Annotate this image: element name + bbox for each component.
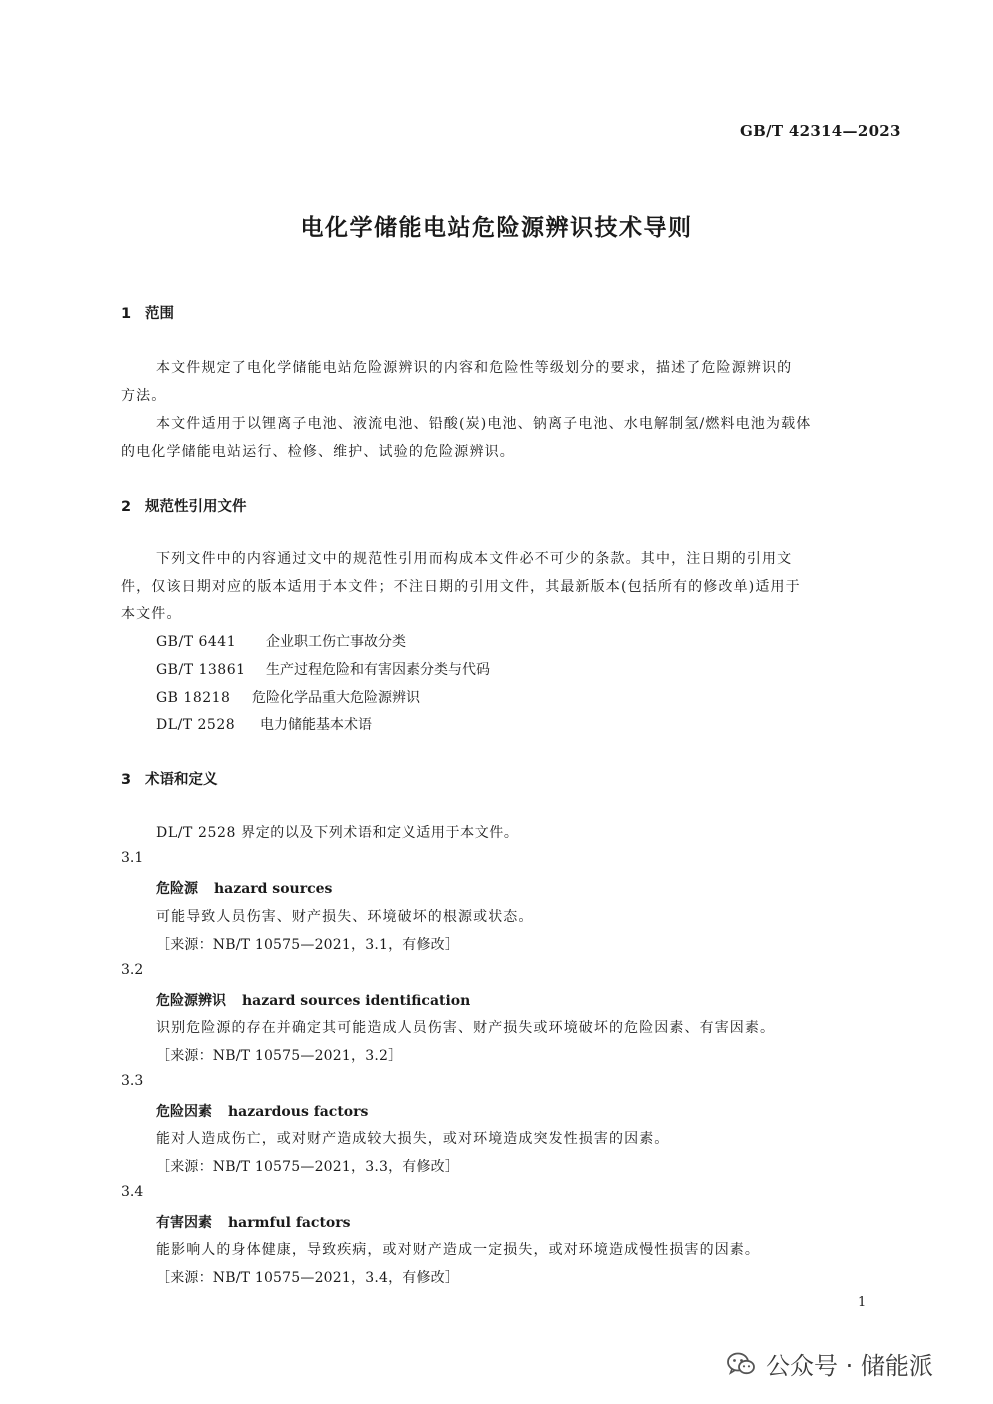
section-title: 范围: [145, 306, 174, 322]
reference-code: GB/T 13861: [156, 662, 246, 678]
reference-item: [156, 714, 372, 734]
term-number: 3.1: [121, 850, 144, 866]
term-number: 3.4: [121, 1184, 144, 1200]
wechat-icon: [726, 1351, 756, 1377]
term-number: 3.3: [121, 1073, 144, 1089]
term-definition: 识别危险源的存在并确定其可能造成人员伤害、财产损失或环境破坏的危险因素、有害因素。: [156, 1020, 776, 1036]
term-definition: 可能导致人员伤害、财产损失、环境破坏的根源或状态。: [156, 909, 534, 925]
normative-paragraph-line: 本文件。: [121, 606, 182, 622]
scope-paragraph-line: 本文件规定了电化学储能电站危险源辨识的内容和危险性等级划分的要求，描述了危险源辨识的: [156, 360, 793, 376]
term-heading: [156, 1101, 368, 1121]
term-source: ［来源：NB/T 10575—2021，3.1，有修改］: [156, 937, 460, 953]
term-zh: 危险源辨识: [156, 993, 226, 1009]
reference-code: DL/T 2528: [156, 717, 236, 733]
section-heading-scope: [121, 302, 174, 323]
reference-name: 生产过程危险和有害因素分类与代码: [266, 662, 490, 678]
reference-name: 企业职工伤亡事故分类: [266, 634, 406, 650]
term-heading: [156, 990, 470, 1010]
section-number: 3: [121, 772, 132, 788]
term-source: ［来源：NB/T 10575—2021，3.4，有修改］: [156, 1270, 460, 1286]
watermark: [726, 1346, 933, 1381]
normative-paragraph-line: 下列文件中的内容通过文中的规范性引用而构成本文件必不可少的条款。其中，注日期的引用文: [156, 551, 793, 567]
section-heading-normative-references: [121, 495, 247, 516]
reference-item: [156, 631, 406, 651]
section-number: 1: [121, 306, 132, 322]
section-title: 术语和定义: [145, 772, 218, 788]
term-source: ［来源：NB/T 10575—2021，3.3，有修改］: [156, 1159, 460, 1175]
term-definition: 能影响人的身体健康，导致疾病，或对财产造成一定损失，或对环境造成慢性损害的因素。: [156, 1242, 760, 1258]
reference-code: GB 18218: [156, 690, 231, 706]
reference-item: [156, 687, 420, 707]
term-en: hazard sources identification: [242, 993, 471, 1009]
reference-code: GB/T 6441: [156, 634, 237, 650]
document-title: 电化学储能电站危险源辨识技术导则: [300, 215, 693, 241]
scope-paragraph-line: 方法。: [121, 388, 167, 404]
reference-name: 危险化学品重大危险源辨识: [252, 690, 420, 706]
reference-item: [156, 659, 490, 679]
standard-code: GB/T 42314—2023: [740, 122, 901, 140]
term-definition: 能对人造成伤亡，或对财产造成较大损失，或对环境造成突发性损害的因素。: [156, 1131, 670, 1147]
page-number: 1: [858, 1295, 867, 1310]
section-number: 2: [121, 499, 132, 515]
term-number: 3.2: [121, 962, 144, 978]
term-source: ［来源：NB/T 10575—2021，3.2］: [156, 1048, 403, 1064]
watermark-text: 公众号 · 储能派: [766, 1352, 933, 1380]
term-heading: [156, 1212, 351, 1232]
section-title: 规范性引用文件: [145, 499, 247, 515]
term-zh: 危险源: [156, 881, 198, 897]
term-zh: 有害因素: [156, 1215, 212, 1231]
section-heading-terms: [121, 768, 218, 789]
normative-paragraph-line: 件，仅该日期对应的版本适用于本文件；不注日期的引用文件，其最新版本(包括所有的修改单)适用于: [121, 579, 801, 595]
scope-paragraph-line: 的电化学储能电站运行、检修、维护、试验的危险源辨识。: [121, 444, 515, 460]
term-en: hazard sources: [214, 881, 333, 897]
term-heading: [156, 878, 332, 898]
term-en: harmful factors: [228, 1215, 351, 1231]
term-en: hazardous factors: [228, 1104, 369, 1120]
scope-paragraph-line: 本文件适用于以锂离子电池、液流电池、铅酸(炭)电池、钠离子电池、水电解制氢/燃料电池为载体: [156, 416, 812, 432]
term-zh: 危险因素: [156, 1104, 212, 1120]
reference-name: 电力储能基本术语: [260, 717, 372, 733]
terms-intro: DL/T 2528 界定的以及下列术语和定义适用于本文件。: [156, 825, 519, 841]
